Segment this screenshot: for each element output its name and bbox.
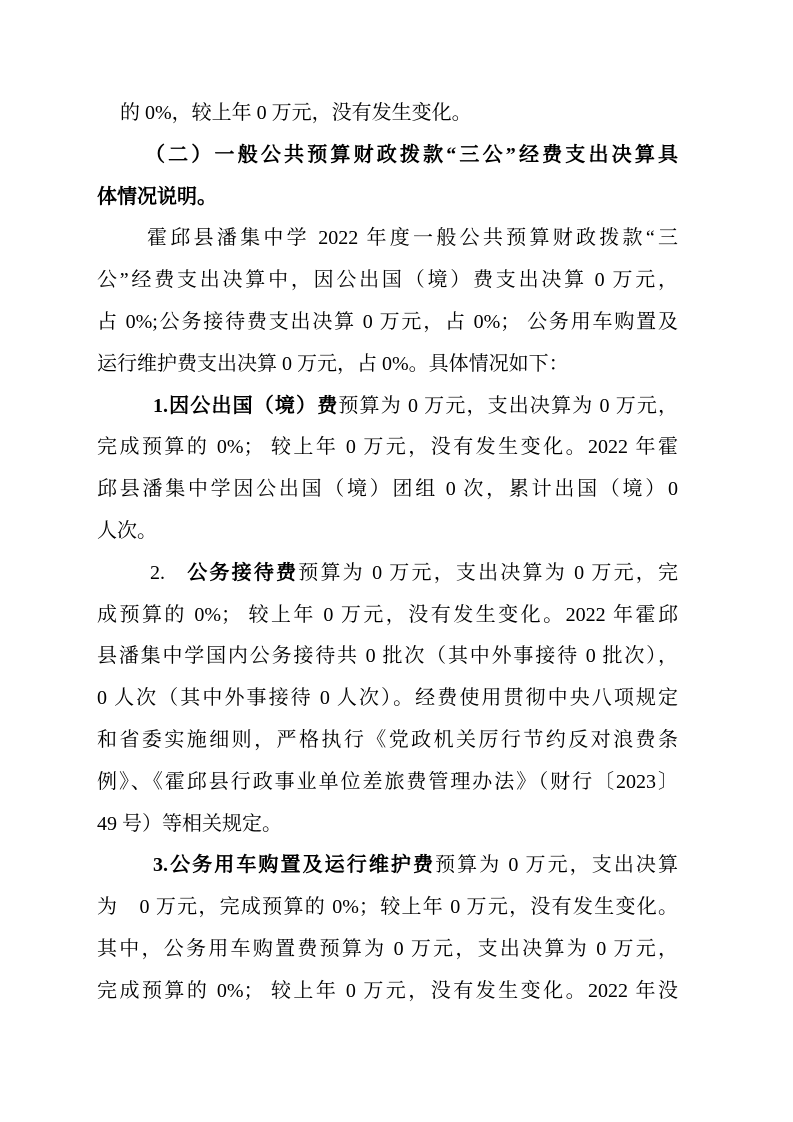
doc-line-14 (97, 636, 678, 678)
item-1-heading-line (97, 386, 678, 428)
doc-line-13 (97, 595, 678, 637)
heading-run: （二）一般公共预算财政拨款“三公”经费支出决算具 (145, 143, 678, 166)
doc-line-16 (97, 720, 678, 762)
text-run: 霍邱县潘集中学 2022 年度一般公共预算财政拨款“三 (147, 227, 678, 250)
doc-line-22 (97, 971, 678, 1013)
doc-line-15 (97, 678, 678, 720)
doc-line-18 (97, 804, 678, 846)
doc-line-6 (97, 302, 678, 344)
doc-line-11 (97, 511, 678, 553)
text-run: 完成预算的 0%； 较上年 0 万元，没有发生变化。2022 年没 (97, 979, 678, 1002)
text-run: 县潘集中学国内公务接待共 0 批次（其中外事接待 0 批次）， (97, 645, 678, 668)
item-2-label: 公务接待费 (185, 561, 299, 584)
text-run: 人次。 (97, 519, 157, 542)
text-run: 占 0%;公务接待费支出决算 0 万元，占 0%； 公务用车购置及 (97, 310, 678, 333)
section-heading-line-2 (97, 177, 678, 219)
doc-line-9 (97, 427, 678, 469)
text-run: 公”经费支出决算中，因公出国（境）费支出决算 0 万元， (97, 269, 678, 292)
item-3-label: 3.公务用车购置及运行维护费 (153, 854, 436, 877)
doc-line-7 (97, 344, 678, 386)
doc-line-4 (97, 218, 678, 260)
doc-line-1 (97, 93, 678, 135)
doc-line-20 (97, 887, 678, 929)
document-body (97, 93, 678, 1013)
text-run: 完成预算的 0%； 较上年 0 万元，没有发生变化。2022 年霍 (97, 436, 678, 459)
doc-line-21 (97, 929, 678, 971)
text-run: 例》、《霍邱县行政事业单位差旅费管理办法》（财行〔2023〕 (97, 770, 678, 793)
doc-line-5 (97, 260, 678, 302)
text-run: 49 号）等相关规定。 (97, 812, 282, 835)
item-2-number: 2. (150, 561, 185, 584)
text-run: 预算为 0 万元，支出决算为 0 万元，完 (298, 561, 678, 584)
text-run: 预算为 0 万元，支出决算为 0 万元， (338, 394, 678, 417)
text-run: 其中，公务用车购置费预算为 0 万元，支出决算为 0 万元， (97, 937, 678, 960)
text-run: 的 0%，较上年 0 万元，没有发生变化。 (120, 102, 472, 124)
item-1-label: 1.因公出国（境）费 (153, 394, 339, 417)
item-2-heading-line (97, 553, 678, 595)
section-heading-line-1 (97, 135, 678, 177)
item-3-heading-line (97, 845, 678, 887)
text-run: 运行维护费支出决算 0 万元，占 0%。具体情况如下： (97, 352, 569, 375)
text-run: 成预算的 0%； 较上年 0 万元，没有发生变化。2022 年霍邱 (97, 603, 678, 626)
text-run: 预算为 0 万元，支出决算 (435, 854, 678, 877)
doc-line-10 (97, 469, 678, 511)
doc-line-17 (97, 762, 678, 804)
text-run: 0 人次（其中外事接待 0 人次）。经费使用贯彻中央八项规定 (97, 687, 678, 710)
text-run: 邱县潘集中学因公出国（境）团组 0 次，累计出国（境）0 (97, 478, 678, 501)
text-run: 为 0 万元，完成预算的 0%；较上年 0 万元，没有发生变化。 (97, 896, 678, 919)
heading-run: 体情况说明。 (97, 185, 217, 208)
text-run: 和省委实施细则，严格执行《党政机关厉行节约反对浪费条 (97, 728, 678, 751)
